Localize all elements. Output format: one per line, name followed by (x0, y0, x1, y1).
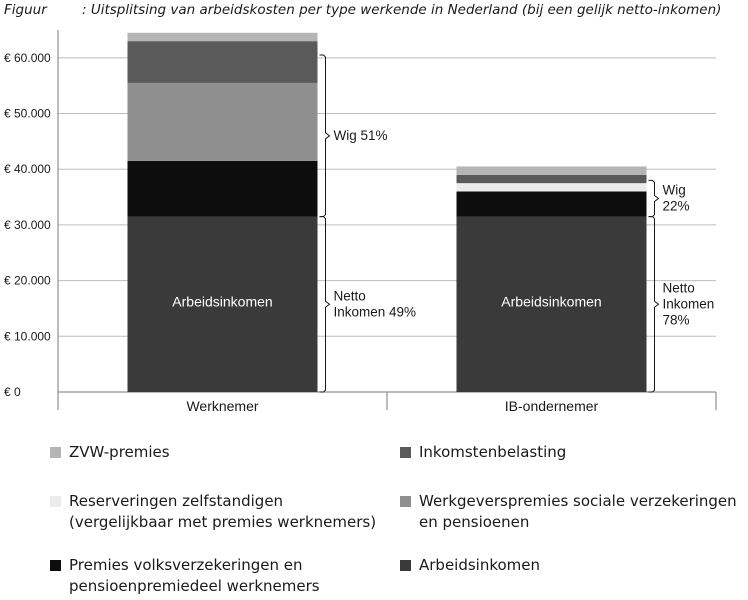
legend-item-arbeidsinkomen (400, 555, 540, 576)
y-tick-label: € 10.000 (4, 329, 51, 344)
annotation-line: Inkomen (662, 296, 715, 312)
legend-label: ZVW-premies (69, 443, 170, 461)
bar-segment-werkgeverspremies (128, 83, 318, 161)
legend-swatch (400, 560, 411, 571)
annotation-line: 78% (662, 312, 690, 328)
bar-segment-reserveringen (457, 183, 647, 191)
annotation-label (663, 182, 690, 213)
bar-label: Arbeidsinkomen (501, 293, 602, 310)
bar-segment-zvw (457, 166, 647, 174)
x-category-label: Werknemer (186, 398, 259, 414)
y-tick-label: € 50.000 (4, 106, 51, 121)
legend-label: Arbeidsinkomen (419, 556, 541, 574)
legend-label: Inkomstenbelasting (419, 443, 567, 461)
annotation-line: Wig 51% (333, 127, 388, 143)
y-tick-label: € 30.000 (4, 217, 51, 232)
figure-caption: : Uitsplitsing van arbeidskosten per type werkende in Nederland (bij een gelijk netto-inkomen) (82, 2, 722, 18)
legend-label: Reserveringen zelfstandigen (vergelijkbaar met premies werknemers) (69, 492, 377, 531)
annotation-label (334, 288, 417, 319)
bar-segment-zvw (128, 33, 318, 41)
bar-segment-premies-volks (128, 161, 318, 217)
legend-swatch (50, 496, 61, 507)
annotation-line: 22% (662, 198, 690, 214)
figure-label: Figuur (4, 2, 47, 18)
annotation-label (663, 280, 715, 327)
legend-item-zvw (50, 442, 170, 463)
y-tick-label: € 40.000 (4, 162, 51, 177)
legend-label: Werkgeverspremies sociale verzekeringen en pensioenen (419, 492, 737, 531)
y-tick-label: € 60.000 (4, 50, 51, 65)
y-tick-label: € 20.000 (4, 273, 51, 288)
legend-swatch (400, 496, 411, 507)
annotation-brace (320, 55, 330, 217)
legend-swatch (50, 447, 61, 458)
annotation-brace (649, 217, 659, 392)
annotation-brace (320, 217, 330, 392)
annotation-label (334, 128, 388, 143)
legend-item-inkomstenbelasting (400, 442, 566, 463)
legend-item-premies-volks (50, 555, 320, 597)
legend-swatch (50, 560, 61, 571)
bar-label: Arbeidsinkomen (172, 293, 273, 310)
legend-item-reserveringen (50, 491, 376, 533)
legend-swatch (400, 447, 411, 458)
annotation-line: Inkomen 49% (333, 304, 417, 320)
annotation-line: Wig (662, 182, 686, 198)
legend-label: Premies volksverzekeringen en pensioenpremiedeel werknemers (69, 556, 320, 595)
y-tick-label: € 0 (4, 385, 21, 399)
bar-segment-premies-volks (457, 192, 647, 217)
bar-segment-inkomstenbelasting (457, 175, 647, 183)
annotation-line: Netto (333, 288, 366, 304)
annotation-line: Netto (662, 280, 695, 296)
bar-segment-inkomstenbelasting (128, 41, 318, 83)
legend-item-werkgeverspremies (400, 491, 737, 533)
annotation-brace (649, 180, 659, 216)
x-category-label: IB-ondernemer (504, 398, 599, 414)
